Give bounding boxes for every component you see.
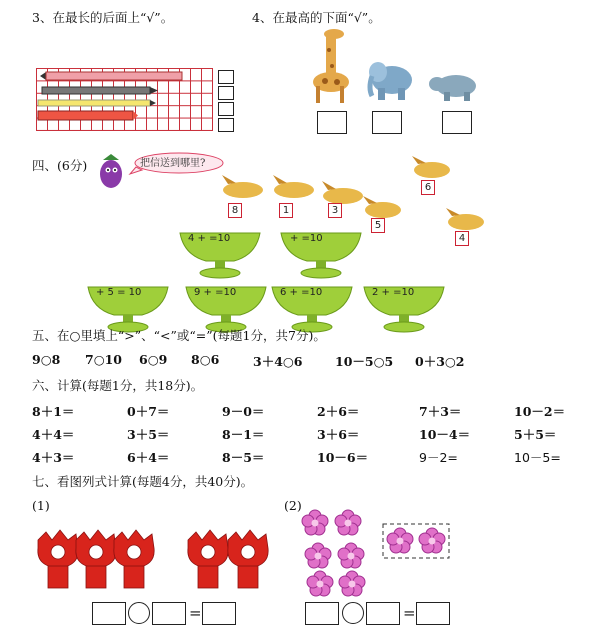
flower-5 (307, 571, 333, 596)
calc-item[interactable]: 9－0＝ (222, 404, 265, 419)
calc-item[interactable]: 6＋4＝ (127, 450, 170, 465)
sec7-title: 七、看图列式计算(每题4分，共40分)。 (32, 474, 254, 489)
compare-item[interactable]: 0＋3○2 (415, 354, 465, 369)
eq1-box-b[interactable] (152, 602, 186, 625)
compare-item[interactable]: 6○9 (139, 352, 168, 367)
bowl-equation-5[interactable]: 6 + =10 (280, 287, 323, 298)
calc-item[interactable]: 3＋5＝ (127, 427, 170, 442)
eq1-box-a[interactable] (92, 602, 126, 625)
bowl-equation-1[interactable]: 4 + =10 (188, 233, 231, 244)
letter-card-3: 3 (328, 203, 342, 218)
flower-6 (339, 571, 365, 596)
calc-item[interactable]: 10－5= (514, 450, 561, 465)
eq2-equals: = (403, 604, 416, 622)
calc-item[interactable]: 10－2＝ (514, 404, 566, 419)
letter-card-8: 8 (228, 203, 242, 218)
calc-item[interactable]: 10－6＝ (317, 450, 369, 465)
letter-card-5: 5 (371, 218, 385, 233)
bowl-equation-2[interactable]: + =10 (290, 233, 323, 244)
eq1-box-result[interactable] (202, 602, 236, 625)
flower-4 (338, 543, 364, 568)
calc-item[interactable]: 4＋3＝ (32, 450, 75, 465)
problem-2-label: (2) (284, 498, 302, 513)
sec5-title: 五、在○里填上“>”、“<”或“=”(每题1分，共7分)。 (32, 328, 326, 343)
eq2-box-b[interactable] (366, 602, 400, 625)
letter-card-4: 4 (455, 231, 469, 246)
eq2-box-a[interactable] (305, 602, 339, 625)
calc-item[interactable]: 8－5＝ (222, 450, 265, 465)
q4-title: 4、在最高的下面“√”。 (252, 10, 381, 25)
flower-3 (305, 543, 331, 568)
flower-1 (302, 510, 328, 535)
bowl-equation-6[interactable]: 2 + =10 (372, 287, 415, 298)
calc-item[interactable]: 5＋5＝ (514, 427, 557, 442)
flower-2 (335, 510, 361, 535)
problem-1-label: (1) (32, 498, 50, 513)
calc-item[interactable]: 9－2= (419, 450, 458, 465)
bowl-equation-4[interactable]: 9 + =10 (194, 287, 237, 298)
sec4-title: 四、(6分) (32, 158, 88, 173)
calc-item[interactable]: 2＋6＝ (317, 404, 360, 419)
calc-item[interactable]: 8－1＝ (222, 427, 265, 442)
calc-item[interactable]: 7＋3＝ (419, 404, 462, 419)
flower-8 (419, 528, 445, 553)
bubble-text: 把信送到哪里? (140, 158, 206, 169)
letter-card-6: 6 (421, 180, 435, 195)
q3-title: 3、在最长的后面上“√”。 (32, 10, 174, 25)
flower-7 (387, 528, 413, 553)
sec6-title: 六、计算(每题1分，共18分)。 (32, 378, 204, 393)
eq2-box-result[interactable] (416, 602, 450, 625)
compare-item[interactable]: 7○10 (85, 352, 122, 367)
calc-item[interactable]: 10－4＝ (419, 427, 471, 442)
eq2-operator-circle[interactable] (342, 602, 364, 624)
bowl-equation-3[interactable]: + 5 = 10 (96, 287, 142, 298)
eq1-operator-circle[interactable] (128, 602, 150, 624)
compare-item[interactable]: 10－5○5 (335, 354, 394, 369)
letter-card-1: 1 (279, 203, 293, 218)
compare-item[interactable]: 9○8 (32, 352, 61, 367)
calc-item[interactable]: 3＋6＝ (317, 427, 360, 442)
calc-item[interactable]: 0＋7＝ (127, 404, 170, 419)
compare-item[interactable]: 3＋4○6 (253, 354, 303, 369)
calc-item[interactable]: 4＋4＝ (32, 427, 75, 442)
eq1-equals: = (189, 604, 202, 622)
calc-item[interactable]: 8＋1＝ (32, 404, 75, 419)
compare-item[interactable]: 8○6 (191, 352, 220, 367)
